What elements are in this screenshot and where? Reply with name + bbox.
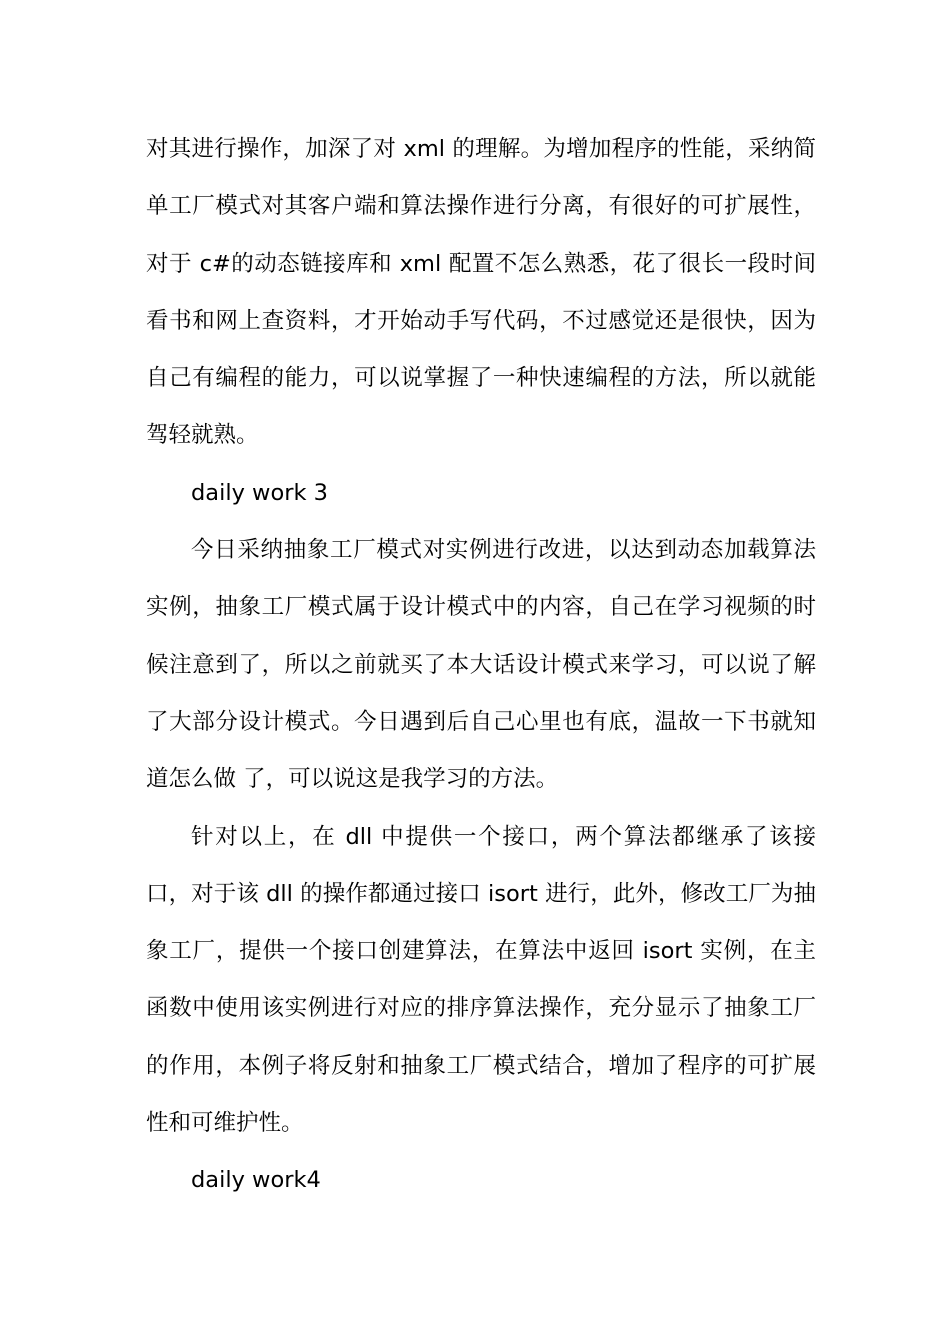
body-paragraph: 对其进行操作，加深了对 xml 的理解。为增加程序的性能，采纳简单工厂模式对其客户端和算法操作进行分离，有很好的可扩展性，对于 c#的动态链接库和 xml 配置不怎么熟悉，花了很长一段时间看书和网上查资料，才开始动手写代码，不过感觉还是很快，因为自己有编程的能力，可以说掌握了一种快速编程的方法，所以就能驾轻就熟。 (146, 136, 816, 449)
document-body (146, 121, 816, 1210)
section-heading-daily-work-3: daily work 3 (191, 479, 328, 506)
section-heading-daily-work-4: daily work4 (191, 1167, 321, 1194)
body-paragraph: 今日采纳抽象工厂模式对实例进行改进，以达到动态加载算法实例，抽象工厂模式属于设计模式中的内容，自己在学习视频的时候注意到了，所以之前就买了本大话设计模式来学习，可以说了解了大部分设计模式。今日遇到后自己心里也有底，温故一下书就知道怎么做 了，可以说这是我学习的方法。 (146, 537, 816, 793)
body-paragraph: 针对以上，在 dll 中提供一个接口，两个算法都继承了该接口，对于该 dll 的操作都通过接口 isort 进行，此外，修改工厂为抽象工厂，提供一个接口创建算法，在算法中返回 isort 实例，在主函数中使用该实例进行对应的排序算法操作，充分显示了抽象工厂的作用，本例子将反射和抽象工厂模式结合，增加了程序的可扩展性和可维护性。 (146, 823, 816, 1137)
